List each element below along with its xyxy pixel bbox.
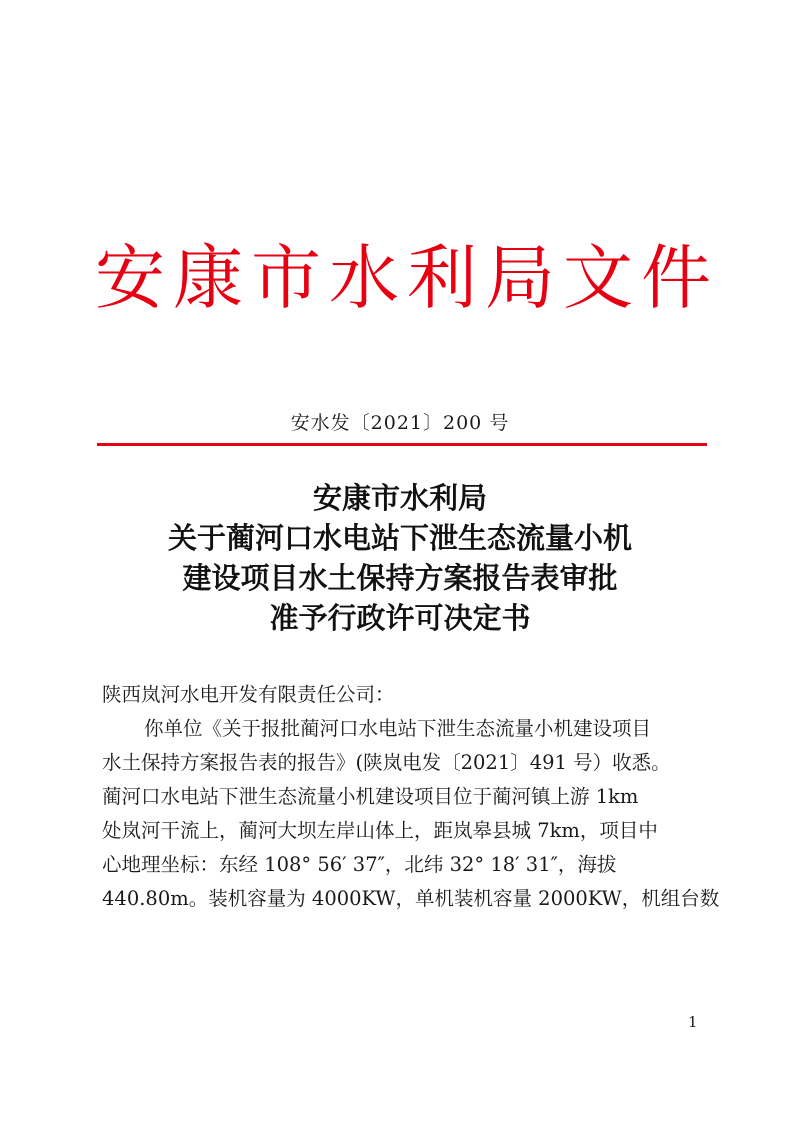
paragraph-line: 蔺河口水电站下泄生态流量小机建设项目位于蔺河镇上游 1km: [102, 785, 639, 808]
paragraph-line: 处岚河干流上，蔺河大坝左岸山体上，距岚皋县城 7km，项目中: [102, 819, 658, 842]
addressee: 陕西岚河水电开发有限责任公司：: [102, 683, 395, 706]
paragraph-line: 水土保持方案报告表的报告》(陕岚电发〔2021〕491 号）收悉。: [102, 751, 671, 774]
title-line: 安康市水利局: [312, 481, 487, 515]
title-line: 关于蔺河口水电站下泄生态流量小机: [167, 521, 632, 555]
title-line: 建设项目水土保持方案报告表审批: [182, 561, 618, 595]
paragraph-line: 440.80m。装机容量为 4000KW，单机装机容量 2000KW，机组台数: [102, 887, 720, 910]
page-number: 1: [688, 1013, 698, 1031]
agency-banner: 安康市水利局文件: [95, 237, 719, 319]
paragraph-line: 心地理坐标：东经 108° 56′ 37″，北纬 32° 18′ 31″，海拔: [102, 853, 617, 876]
document-title: [100, 478, 700, 638]
document-number: 安水发〔2021〕200 号: [290, 412, 510, 434]
paragraph-line: 你单位《关于报批蔺河口水电站下泄生态流量小机建设项目: [144, 717, 652, 740]
title-line: 准予行政许可决定书: [269, 601, 531, 635]
document-body: [102, 678, 720, 916]
red-divider-line: [97, 443, 707, 446]
